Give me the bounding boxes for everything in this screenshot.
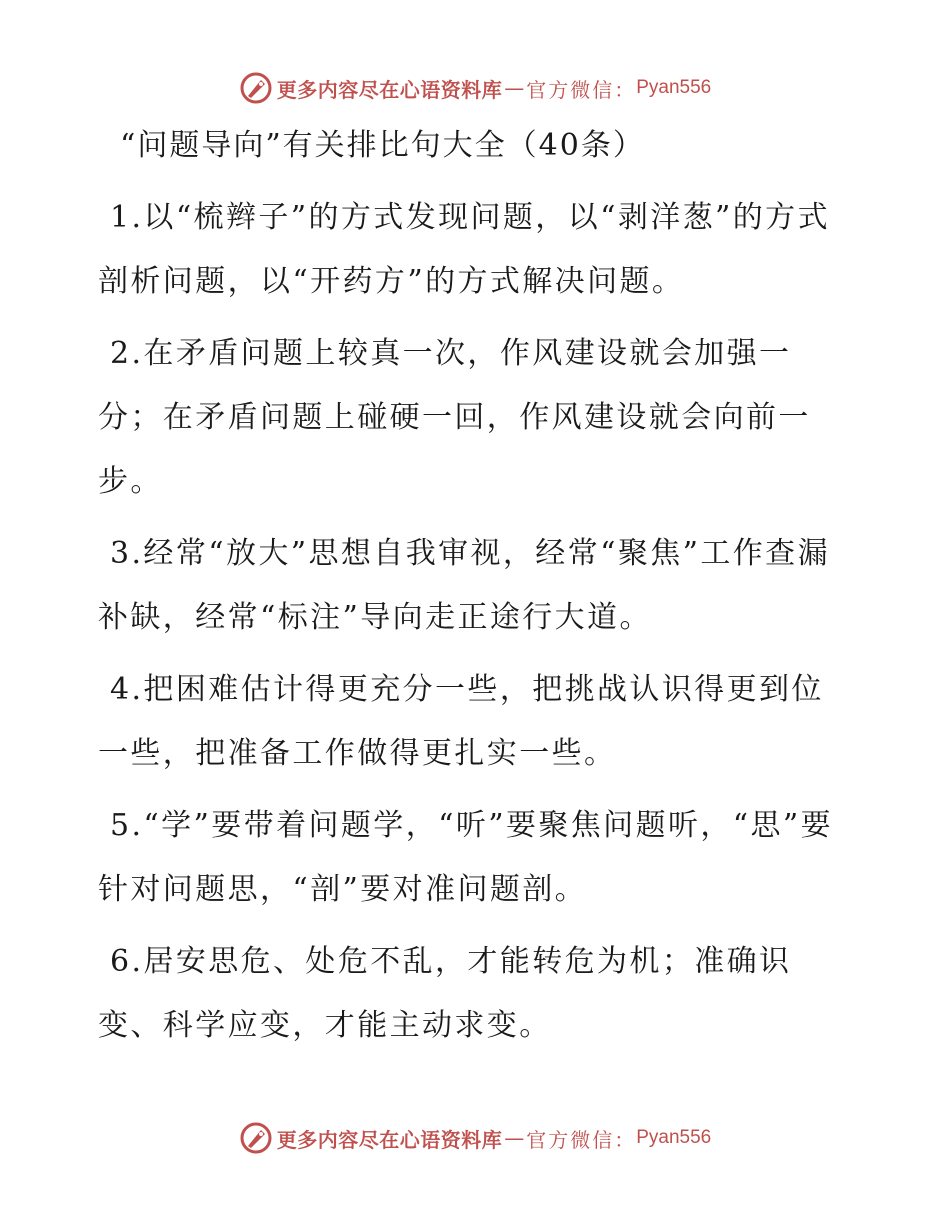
footer-watermark [0, 1118, 950, 1158]
document-title: “问题导向”有关排比句大全（40条） [120, 128, 645, 163]
list-item: 1.以“梳辫子”的方式发现问题，以“剥洋葱”的方式剖析问题，以“开药方”的方式解决问题。 [98, 200, 830, 299]
watermark-separator: — [504, 1126, 525, 1150]
watermark-sub-text: 官方微信： [526, 1127, 637, 1152]
list-item: 5.“学”要带着问题学，“听”要聚焦问题听，“思”要针对问题思，“剖”要对准问题剖。 [98, 808, 834, 907]
list-item: 6.居安思危、处危不乱，才能转危为机；准确识变、科学应变，才能主动求变。 [98, 944, 792, 1043]
pen-nib-circle-icon [239, 71, 273, 105]
list-item: 4.把困难估计得更充分一些，把挑战认识得更到位一些，把准备工作做得更扎实一些。 [98, 672, 824, 771]
watermark-main-text: 更多内容尽在心语资料库 [276, 77, 503, 102]
watermark-separator: — [504, 76, 525, 100]
watermark-wechat-id: Pyan556 [636, 1127, 712, 1148]
header-watermark [0, 68, 950, 108]
watermark-sub-text: 官方微信： [526, 77, 637, 102]
watermark-main-text: 更多内容尽在心语资料库 [276, 1127, 503, 1152]
list-item: 2.在矛盾问题上较真一次，作风建设就会加强一分；在矛盾问题上碰硬一回，作风建设就会向前一步。 [98, 336, 811, 499]
watermark-wechat-id: Pyan556 [636, 77, 712, 98]
document-body [98, 118, 850, 1066]
list-item: 3.经常“放大”思想自我审视，经常“聚焦”工作查漏补缺，经常“标注”导向走正途行大道。 [98, 536, 830, 635]
pen-nib-circle-icon [239, 1121, 273, 1155]
